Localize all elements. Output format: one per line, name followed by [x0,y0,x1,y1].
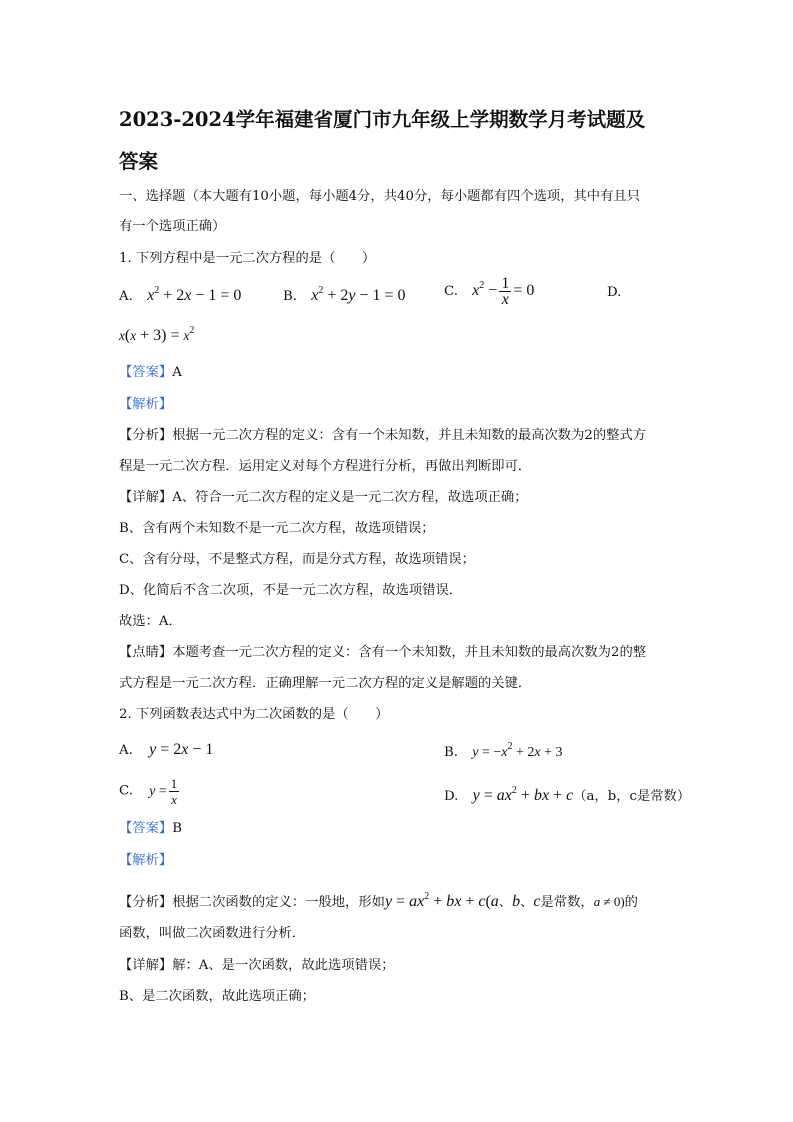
q2-fenxi-tag: 【分析】 [119,895,173,910]
q1-fenxi-line-2: 程是一元二次方程．运用定义对每个方程进行分析，再做出判断即可． [119,459,532,474]
q1-answer-value: A [172,365,182,380]
q2-option-b-label: B. [444,745,458,760]
document-title-line-2: 答案 [119,150,159,173]
q1-option-a-label: A. [119,289,133,304]
q2-option-c-label: C. [119,783,133,799]
q1-xiangjie-a [119,489,528,507]
q2-xiangjie-a-text: 解：A、是一次函数，故此选项错误； [172,958,395,973]
q2-fenxi-condition: a ≠ 0) [593,894,625,909]
q1-option-d-formula: $x(x + 3) = x^2$ [119,325,195,344]
q2-option-a-formula: y = 2x − 1 [149,741,214,758]
q1-xiangjie-d: D、化简后不含二次项，不是一元二次方程，故选项错误． [119,583,463,598]
q1-option-d-label: D. [607,285,622,300]
q1-dianjing-text-1: 本题考查一元二次方程的定义：含有一个未知数，并且未知数的最高次数为2的整 [172,645,647,660]
q1-fenxi-text-1: 根据一元二次方程的定义：含有一个未知数，并且未知数的最高次数为2的整式方 [172,428,647,443]
q1-dianjing-tag: 【点睛】 [119,645,173,660]
q2-fenxi-text-mid: 是常数， [540,895,594,910]
q2-fenxi-formula: $y = ax^2$ + bx + c(a [384,891,499,910]
q2-option-b [444,741,563,761]
q2-option-a-label: A. [119,743,133,758]
q1-xiangjie-b: B、含有两个未知数不是一元二次方程，故选项错误； [119,521,435,536]
q1-answer-tag: 【答案】 [119,365,173,380]
q2-fenxi-text-end: 的 [624,895,638,910]
q2-stem: 2. 下列函数表达式中为二次函数的是（ ） [119,707,389,722]
q2-fenxi-text-pre: 根据二次函数的定义：一般地，形如 [172,895,385,910]
q2-fenxi-var-b: b [512,893,521,910]
q1-option-a-formula: $x^2 + 2x - 1 = 0$ [147,285,242,304]
q1-xiangjie-tag: 【详解】 [119,490,173,505]
q1-option-c-formula: $x^2$ − $\frac{1}{x}$ = 0 [472,275,535,308]
q2-option-d [444,785,690,805]
q2-answer [119,820,182,838]
q1-fenxi-line-1 [119,427,646,445]
q1-option-a [119,285,241,305]
q1-option-b-formula: $x^2 + 2y - 1 = 0$ [311,285,406,304]
q1-option-c-label: C. [444,284,458,300]
q2-fenxi-sep-1: 、 [498,895,513,910]
q1-option-b [283,285,406,305]
q2-answer-value: B [172,821,182,836]
q2-option-d-label: D. [444,789,459,804]
q2-fenxi-line-2: 函数，叫做二次函数进行分析． [119,926,306,941]
q2-xiangjie-a [119,957,395,975]
q1-dianjing-line-2: 式方程是一元二次方程．正确理解一元二次方程的定义是解题的关键． [119,676,532,691]
q2-xiangjie-b: B、是二次函数，故此选项正确； [119,989,315,1004]
q1-option-b-label: B. [283,289,297,304]
q1-dianjing-line-1 [119,644,646,662]
q2-answer-tag: 【答案】 [119,821,173,836]
q2-option-c-formula: y = $\frac{1}{x}$ [149,776,178,807]
q2-option-b-formula: $y = -x^2 + 2x + 3$ [472,741,563,760]
q2-option-d-note: （a，b，c是常数） [573,789,691,804]
q1-option-c [444,276,534,307]
q1-stem: 1. 下列方程中是一元二次方程的是（ ） [119,251,376,266]
section-heading-line-2: 有一个选项正确） [119,219,226,234]
q2-option-c [119,776,181,807]
q2-fenxi-line-1 [119,888,638,912]
q2-fenxi-var-c: c [533,893,541,910]
q1-xiangjie-c: C、含有分母，不是整式方程，而是分式方程，故选项错误； [119,552,475,567]
document-title-line-1: 2023-2024学年福建省厦门市九年级上学期数学月考试题及 [119,108,646,131]
q1-option-d [607,285,621,300]
q2-xiangjie-tag: 【详解】 [119,958,173,973]
section-heading-line-1: 一、选择题（本大题有10小题，每小题4分，共40分，每小题都有四个选项，其中有且只 [119,189,640,204]
q1-answer [119,364,182,382]
q2-fenxi-sep-2: 、 [520,895,534,910]
q1-jiexi-tag: 【解析】 [119,397,173,412]
q2-option-d-formula: $y = ax^2$ + bx + c [472,785,574,804]
q2-option-a [119,741,213,759]
q1-guxuan: 故选：A． [119,614,182,629]
q1-fenxi-tag: 【分析】 [119,428,173,443]
q2-jiexi-tag: 【解析】 [119,853,173,868]
q1-xiangjie-a-text: A、符合一元二次方程的定义是一元二次方程，故选项正确； [172,490,528,505]
